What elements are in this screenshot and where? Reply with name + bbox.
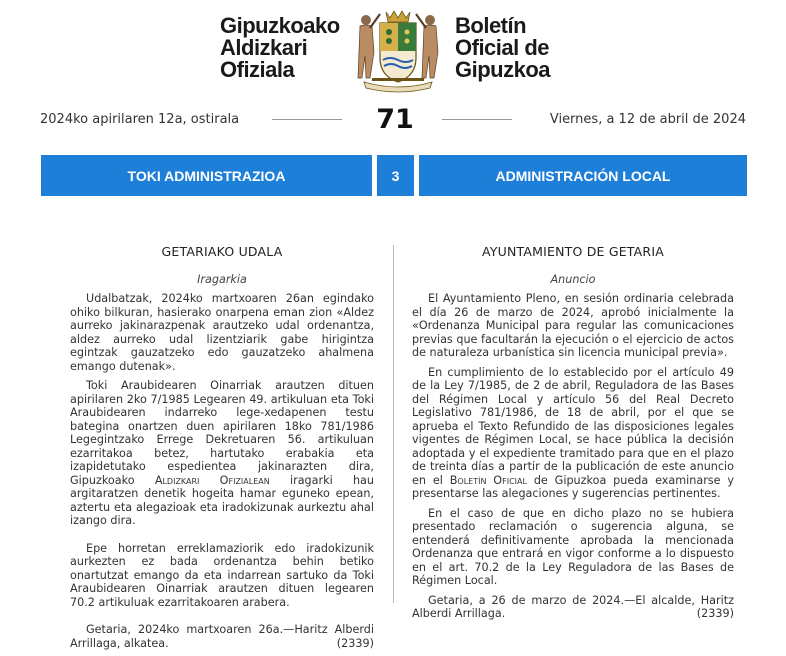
date-spanish: Viernes, a 12 de abril de 2024 [549, 112, 746, 127]
paragraph-text: iragarki hau argitaratzen denetik hogeita hamar eguneko epean, aztertu eta alegazioak eta iradokizunak aurkeztu ahal izango dira. [70, 473, 374, 527]
masthead-left-line-1: Gipuzkoako [220, 13, 340, 38]
paragraph: Udalbatzak, 2024ko martxoaren 26an egindako ohiko bilkuran, hasierako onarpena eman zion «Aldez aurreko jakinarazpenak arautzeko udal ordenantza, aldez aurreko udal lizentziarik gabe hirigintza egintzak gauzatzeko edo gauzatzeko ahalmena emango dutenak». [70, 292, 374, 373]
date-basque: 2024ko apirilaren 12a, ostirala [40, 112, 240, 127]
paragraph-text: Toki Araubidearen Oinarriak arautzen dituen apirilaren 2ko 7/1985 Legearen 49. artikuluan eta Toki Araubidearen indarreko lege-xedapenen testu bategina onartzen duen apirilaren 18ko 781/1986 Legegintzako Errege Dekretuaren 56. artikuluan ezarritakoa betez, hartutako erabakia eta izapidetutako espedientea jakinarazten dira, Gipuzkoako [70, 379, 374, 487]
column-divider [393, 245, 394, 603]
announcement-heading: AYUNTAMIENTO DE GETARIA [482, 244, 664, 259]
reference-number: (2339) [696, 607, 734, 620]
announcement-kind: Anuncio [550, 272, 596, 286]
paragraph: El Ayuntamiento Pleno, en sesión ordinaria celebrada el día 26 de marzo de 2024, aprobó inicialmente la «Ordenanza Municipal para regular las comunicaciones previas que facultarán la ejecución o el ejercicio de actos de naturaleza urbanística sin licencia municipal previa». [412, 292, 734, 359]
paragraph [412, 366, 734, 501]
section-number: 3 [377, 155, 414, 196]
signature [70, 623, 374, 650]
paragraph: En el caso de que en dicho plazo no se hubiera presentado reclamación o sugerencia alguna, se entenderá definitivamente aprobada la mencionada Ordenanza que entrará en vigor conforme a lo dispuesto en el art. 70.2 de la Ley Reguladora de las Bases de Régimen Local. [412, 506, 734, 587]
dateline-rule-left [272, 119, 342, 120]
signature [412, 594, 734, 621]
masthead-right-line-2: Oficial de [455, 35, 550, 60]
paragraph [70, 379, 374, 528]
announcement-basque [70, 245, 374, 656]
reference-number: (2339) [336, 636, 374, 650]
masthead-right-line-1: Boletín [455, 13, 527, 38]
signature-text: Getaria, a 26 de marzo de 2024.—El alcalde, Haritz Alberdi Arrillaga. [412, 593, 734, 620]
masthead [0, 8, 786, 96]
section-label-spanish: ADMINISTRACIÓN LOCAL [419, 155, 747, 196]
masthead-left-line-2: Aldizkari [220, 35, 308, 60]
masthead-title-spanish [455, 15, 595, 81]
announcement-heading: GETARIAKO UDALA [161, 244, 283, 259]
masthead-title-basque [220, 15, 348, 81]
announcement-spanish [412, 245, 734, 627]
issue-number: 71 [376, 104, 414, 135]
dateline [40, 104, 746, 134]
masthead-right-line-3: Gipuzkoa [455, 57, 551, 82]
paragraph: Epe horretan erreklamaziorik edo iradokizunik aurkezten ez bada ordenantza behin betiko onartutzat emango da eta indarrean sartuko da Toki Araubidearen Oinarriak arautzen dituen legearen 70.2 artikuluak ezarritakoaren arabera. [70, 541, 374, 609]
paragraph-text: de Gipuzkoa pueda examinarse y presentarse las alegaciones y sugerencias pertinentes. [412, 473, 735, 500]
section-label-basque: TOKI ADMINISTRAZIOA [41, 155, 372, 196]
paragraph-text: En cumplimiento de lo establecido por el artículo 49 de la Ley 7/1985, de 2 de abril, Reguladora de las Bases del Régimen Local y artículo 56 del Real Decreto Legislativo 781/1986, de 18 de abril, por el que se aprueba el Texto Refundido de las disposiciones legales vigentes de Régimen Local, se hace pública la decisión adoptada y el expediente tramitado para que en el plazo de treinta días a partir de la publicación de este anuncio en el [412, 365, 734, 487]
publication-name: Aldizkari Ofizialean [154, 473, 270, 487]
announcement-kind: Iragarkia [197, 272, 247, 286]
publication-name: Boletín Oficial [449, 473, 527, 487]
masthead-left-line-3: Ofiziala [220, 57, 295, 82]
signature-text: Getaria, 2024ko martxoaren 26a.—Haritz Alberdi Arrillaga, alkatea. [70, 623, 374, 650]
gipuzkoa-coat-of-arms-icon [350, 8, 446, 94]
dateline-rule-right [442, 119, 512, 120]
